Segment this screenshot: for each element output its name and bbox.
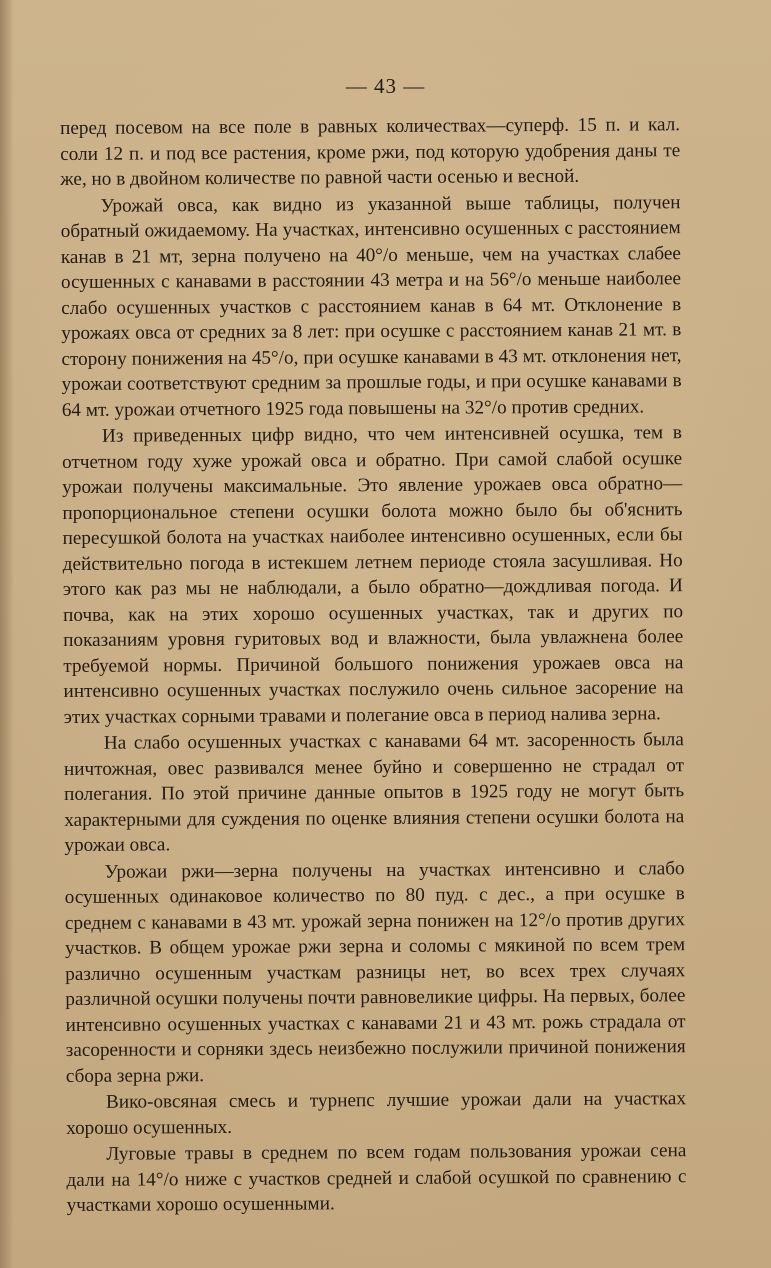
paragraph-3: Из приведенных цифр видно, что чем интенсивней осушка, тем в отчетном году хуже урожай овса и обратно. При самой слабой осушке урожаи получены максимальные. Это явление урожаев овса обратно—пропорциональное степени осушки болота можно было бы об'яснить пересушкой болота на участках наиболее интенсивно осушенных, если бы действительно погода в истекшем летнем периоде стояла засушливая. Но этого как раз мы не наблюдали, а было обратно—дождливая погода. И почва, как на этих хорошо осушенных участках, так и других по показаниям уровня гуритовых вод и влажности, была увлажнена более требуемой нормы. Причиной большого понижения урожаев овса на интенсивно осушенных участках послужило очень сильное засорение на этих участках сорными травами и полегание овса в период налива зерна.	[62, 422, 684, 728]
page-shadow-edge	[0, 0, 14, 1268]
page-number: — 43 —	[345, 74, 426, 98]
paragraph-1: перед посевом на все поле в равных количествах—суперф. 15 п. и кал. соли 12 п. и под все растения, кроме ржи, под которую удобрения даны те же, но в двойном количестве по равной части осенью и весной.	[60, 114, 681, 190]
paragraph-5: Урожаи ржи—зерна получены на участках интенсивно и слабо осушенных одинаковое количество по 80 пуд. с дес., а при осушке в среднем с канавами в 43 мт. урожай зерна понижен на 12°/о против других участков. В общем урожае ржи зерна и соломы с мякиной по всем трем различно осушенным участкам разницы нет, во всех трех случаях различной осушки получены почти равновеликие цифры. На первых, более интенсивно осушенных участках с канавами 21 и 43 мт. рожь страдала от засоренности и сорняки здесь неизбежно послужили причиной понижения сбора зерна ржи.	[64, 857, 686, 1087]
paragraph-6: Вико-овсяная смесь и турнепс лучшие урожаи дали на участках хорошо осушенных.	[66, 1088, 687, 1139]
paragraph-7: Луговые травы в среднем по всем годам пользования урожаи сена дали на 14°/о ниже с участков средней и слабой осушкой по сравнению с участками хорошо осушенными.	[66, 1140, 687, 1216]
body-text	[60, 112, 687, 1219]
paragraph-2: Урожай овса, как видно из указанной выше таблицы, получен обратный ожидаемому. На участках, интенсивно осушенных с расстоянием канав в 21 мт, зерна получено на 40°/о меньше, чем на участках слабее осушенных с канавами в расстоянии 43 метра и на 56°/о меньше наиболее слабо осушенных участков с расстоянием канав в 64 мт. Отклонение в урожаях овса от средних за 8 лет: при осушке с расстоянием канав 21 мт. в сторону понижения на 45°/о, при осушке канавами в 43 мт. отклонения нет, урожаи соответствуют средним за прошлые годы, и при осушке канавами в 64 мт. урожаи отчетного 1925 года повышены на 32°/о против средних.	[60, 191, 682, 421]
paragraph-4: На слабо осушенных участках с канавами 64 мт. засоренность была ничтожная, овес развивался менее буйно и совершенно не страдал от полегания. По этой причине данные опытов в 1925 году не могут быть характерными для суждения по оценке влияния степени осушки болота на урожаи овса.	[63, 729, 685, 856]
